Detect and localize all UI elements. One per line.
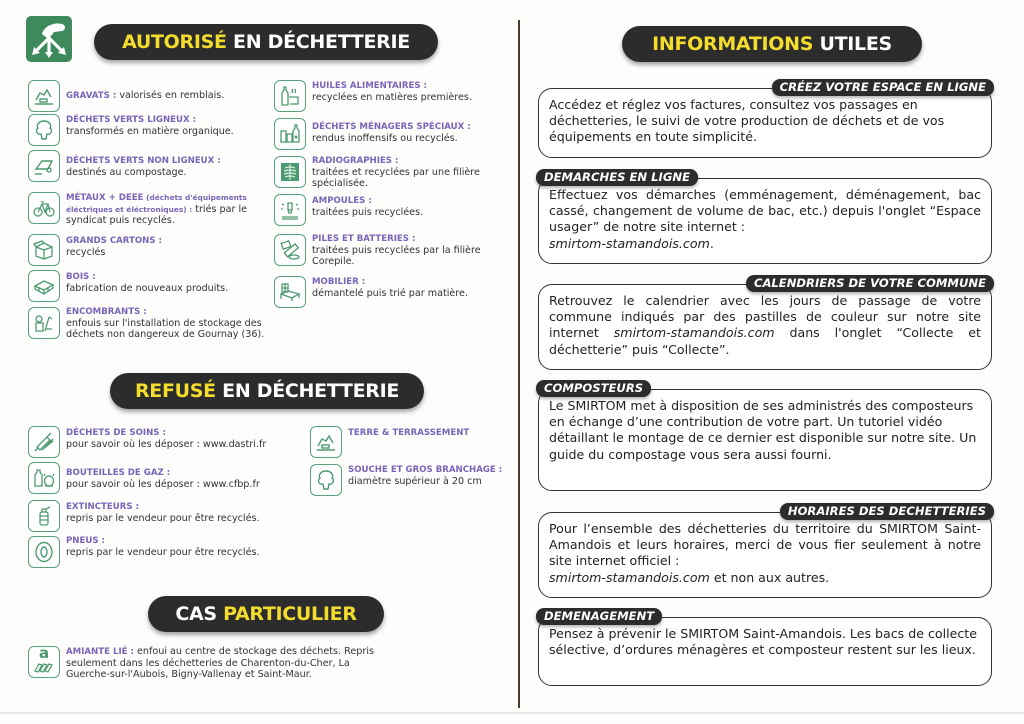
list-item-mobilier (274, 276, 514, 308)
info-box-text: Retrouvez le calendrier avec les jours de passage de votre commune indiqués par des pastilles de couleur sur notre site internet (549, 293, 981, 341)
autorise-title-rest: EN DÉCHETTERIE (226, 31, 410, 53)
item-text: triés par le syndicat puis recyclés. (66, 204, 248, 227)
lightbulb-icon (274, 194, 306, 226)
item-text: traitées puis recyclées. (312, 207, 424, 219)
item-text: pour savoir où les déposer : www.cfbp.fr (66, 479, 260, 491)
info-title-rest: UTILES (813, 33, 892, 55)
list-item-radiographies (274, 156, 514, 190)
list-item-huiles (274, 80, 514, 112)
list-item-encombrants (28, 307, 268, 341)
item-label: RADIOGRAPHIES : (312, 156, 399, 166)
list-item-pneus (28, 536, 308, 568)
item-label: BOIS : (66, 272, 96, 282)
info-box-composteurs (538, 381, 992, 491)
item-text: recyclées en matières premières. (312, 92, 472, 104)
sorting-hand-logo-icon (26, 16, 72, 62)
list-item-ampoules (274, 194, 514, 226)
item-text: recyclés (66, 247, 106, 259)
gas-bottle-icon (28, 462, 60, 494)
asbestos-icon (28, 646, 60, 678)
tire-icon (28, 536, 60, 568)
info-box-tag: CALENDRIERS DE VOTRE COMMUNE (746, 275, 994, 292)
item-text: enfoui au centre de stockage des déchets. Repris seulement dans les déchetteries de Charenton-du-Cher, La Guerche-sur-l'Aubois, Bigny-Vallenay et Saint-Maur. (66, 646, 374, 681)
item-label: BOUTEILLES DE GAZ : (66, 468, 171, 478)
bulky-items-icon (28, 307, 60, 339)
info-box-tag: DEMARCHES EN LIGNE (536, 169, 698, 186)
cardboard-box-icon (28, 234, 60, 266)
particulier-title-rest: CAS (175, 603, 224, 625)
particulier-title-highlight: PARTICULIER (223, 603, 357, 625)
list-item-dechets-menagers-speciaux (274, 118, 514, 150)
item-text: fabrication de nouveaux produits. (66, 283, 229, 295)
list-item-bois (28, 270, 268, 302)
info-box-demarches-en-ligne (538, 170, 992, 264)
info-box-text: Pour l’ensemble des déchetteries du territoire du SMIRTOM Saint-Amandois et leurs horaires, merci de vous fier seulement à notre site internet officiel : (549, 521, 981, 569)
autorise-title-highlight: AUTORISÉ (122, 31, 227, 53)
info-box-tag: DEMENAGEMENT (536, 608, 662, 625)
info-box-tag: CRÉEZ VOTRE ESPACE EN LIGNE (772, 79, 994, 96)
item-label: DÉCHETS VERTS LIGNEUX : (66, 115, 197, 125)
item-label-detail: (déchets d'équipements éléctriques et éléctroniques) : (66, 193, 247, 215)
info-box-text-end: et non aux autres. (709, 569, 830, 585)
item-text: rendus inoffensifs ou recyclés. (312, 133, 458, 145)
refuse-title-highlight: REFUSÉ (134, 380, 216, 402)
soil-icon (310, 426, 342, 458)
item-label: GRANDS CARTONS : (66, 236, 162, 246)
item-label: TERRE & TERRASSEMENT (348, 428, 470, 438)
syringe-icon (28, 426, 60, 458)
column-divider (518, 20, 520, 708)
item-text: valorisés en remblais. (116, 90, 225, 101)
item-text: repris par le vendeur pour être recyclés. (66, 547, 260, 559)
list-item-dechets-soins (28, 426, 308, 458)
batteries-icon (274, 234, 306, 266)
website-link[interactable]: smirtom-stamandois.com (549, 569, 710, 585)
item-label: GRAVATS : (66, 91, 117, 101)
cas-particulier-title (148, 596, 384, 632)
info-box-text-end: dans l'onglet “Collecte et déchetterie” puis “Collecte”. (549, 325, 981, 357)
page-bottom-line (0, 712, 1024, 714)
item-text: transformés en matière organique. (66, 126, 234, 138)
list-item-grands-cartons (28, 234, 268, 266)
lawnmower-icon (28, 150, 60, 182)
item-label: DÉCHETS MÉNAGERS SPÉCIAUX : (312, 122, 471, 132)
website-link[interactable]: smirtom-stamandois.com (549, 235, 710, 251)
list-item-piles-batteries (274, 234, 514, 268)
list-item-bouteilles-gaz (28, 462, 308, 494)
info-box-demenagement (538, 609, 992, 686)
stump-icon (310, 464, 342, 496)
refuse-title-rest: EN DÉCHETTERIE (215, 380, 400, 402)
item-label: PILES ET BATTERIES : (312, 234, 416, 244)
info-box-horaires (538, 504, 992, 598)
item-label: PNEUS : (66, 536, 105, 546)
list-item-dechets-verts-non-ligneux (28, 150, 268, 182)
info-box-text: Pensez à prévenir le SMIRTOM Saint-Amandois. Les bacs de collecte sélective, d’ordures ménagères et composteur restent sur les lieux. (549, 626, 977, 658)
list-item-terre-terrassement (310, 426, 515, 458)
info-box-tag: COMPOSTEURS (536, 380, 651, 397)
hazardous-bottles-icon (274, 118, 306, 150)
tree-icon (28, 114, 60, 146)
info-box-text: Accédez et réglez vos factures, consultez vos passages en déchetteries, le suivi de votre production de déchets et de vos équipements en toute simplicité. (549, 97, 945, 145)
item-text: démantelé puis trié par matière. (312, 288, 468, 300)
extinguisher-icon (28, 500, 60, 532)
item-label: AMIANTE LIÉ : (66, 647, 134, 657)
item-text: pour savoir où les déposer : www.dastri.fr (66, 439, 267, 451)
info-box-text-end: . (709, 235, 714, 251)
item-label: HUILES ALIMENTAIRES : (312, 81, 427, 91)
furniture-icon (274, 276, 306, 308)
list-item-souche-branchage (310, 464, 520, 496)
rubble-icon (28, 80, 60, 112)
bicycle-icon (28, 192, 60, 224)
list-item-amiante (28, 646, 448, 681)
item-text: repris par le vendeur pour être recyclés. (66, 513, 260, 525)
item-label: SOUCHE ET GROS BRANCHAGE : (348, 465, 503, 475)
asbestos-icon-letter: a (39, 644, 50, 662)
list-item-gravats (28, 80, 268, 112)
item-label: EXTINCTEURS : (66, 502, 140, 512)
refuse-title (110, 373, 424, 409)
item-text: traitées puis recyclées par la filière Corepile. (312, 245, 481, 268)
item-text: enfouis sur l'installation de stockage des déchets non dangereux de Gournay (36). (66, 318, 265, 341)
xray-icon (274, 156, 306, 188)
list-item-extincteurs (28, 500, 308, 532)
item-text: destinés au compostage. (66, 167, 187, 179)
info-box-calendriers (538, 276, 992, 370)
item-label: AMPOULES : (312, 196, 372, 206)
item-label: MÉTAUX + DEEE (66, 193, 144, 203)
item-text: traitées et recyclées par une filière spécialisée. (312, 167, 480, 190)
list-item-metaux-deee (28, 192, 268, 227)
info-box-espace-en-ligne (538, 80, 992, 158)
info-title-highlight: INFORMATIONS (652, 33, 814, 55)
pallet-icon (28, 270, 60, 302)
item-label: DÉCHETS VERTS NON LIGNEUX : (66, 156, 221, 166)
autorise-title (94, 24, 438, 60)
info-box-text: Effectuez vos démarches (emménagement, déménagement, bac cassé, changement de volume de bac, etc.) depuis l'onglet “Espace usager” de notre site internet : (549, 187, 981, 235)
item-label: MOBILIER : (312, 277, 366, 287)
item-label: DÉCHETS DE SOINS : (66, 428, 166, 438)
item-text: diamètre supérieur à 20 cm (348, 476, 482, 488)
website-link[interactable]: smirtom-stamandois.com (613, 325, 775, 341)
list-item-dechets-verts-ligneux (28, 114, 268, 146)
cooking-oil-icon (274, 80, 306, 112)
info-box-tag: HORAIRES DES DECHETTERIES (780, 503, 994, 520)
informations-utiles-title (622, 26, 922, 62)
info-box-text: Le SMIRTOM met à disposition de ses administrés des composteurs en échange d’une contribution de votre part. Un tutoriel vidéo détaillant le montage de ce dernier est disponible sur notre site. Un guide du compostage vous sera aussi fourni. (549, 398, 977, 462)
item-label: ENCOMBRANTS : (66, 307, 147, 317)
